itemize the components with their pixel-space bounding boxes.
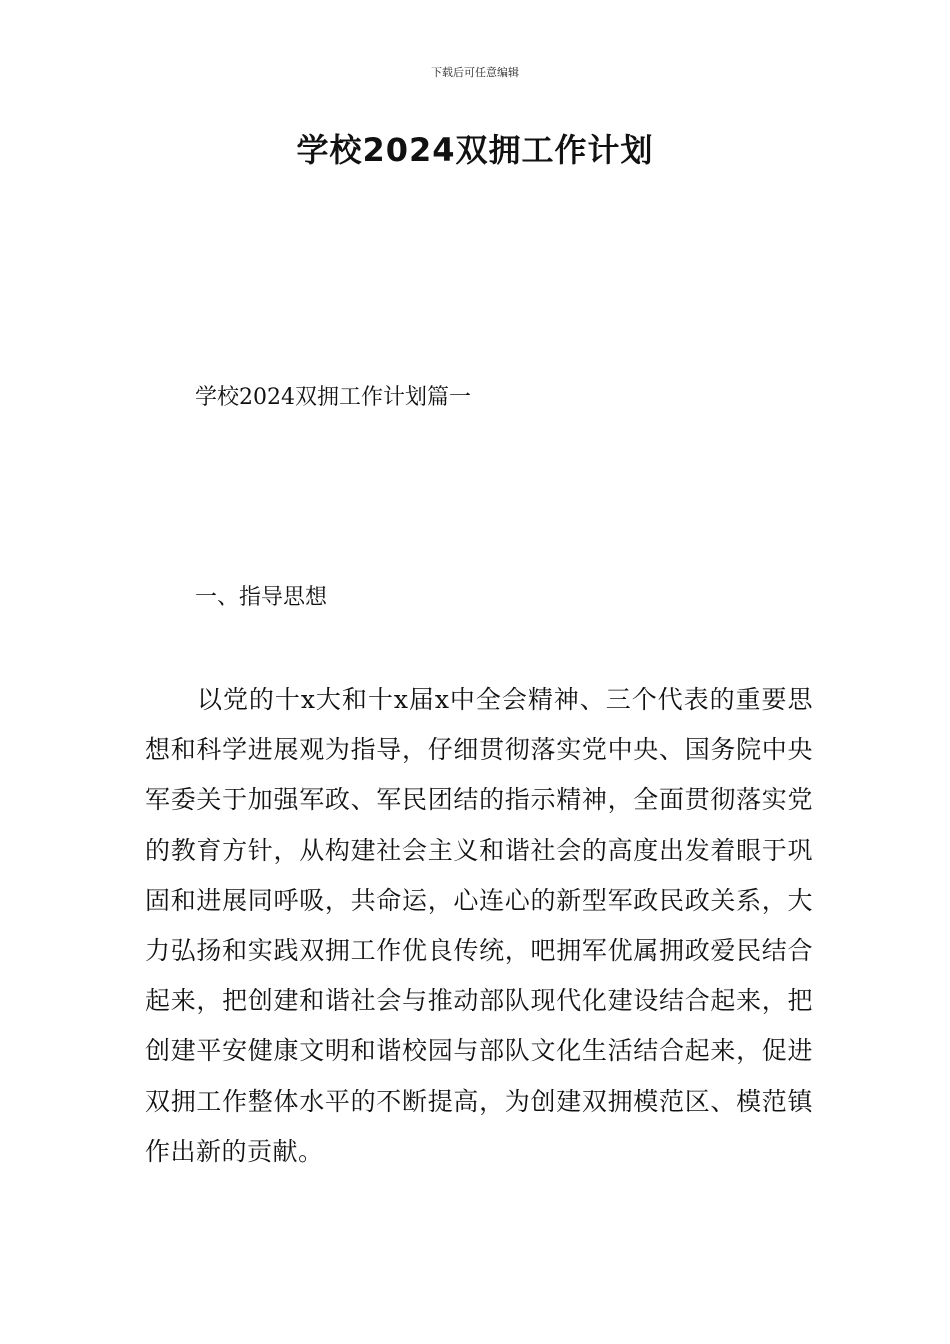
header-note: 下载后可任意编辑: [431, 66, 519, 79]
document-title: 学校2024双拥工作计划: [296, 131, 654, 169]
section-title: 学校2024双拥工作计划篇一: [195, 385, 471, 410]
body-paragraph: 以党的十x大和十x届x中全会精神、三个代表的重要思想和科学进展观为指导，仔细贯彻落实党中央、国务院中央军委关于加强军政、军民团结的指示精神，全面贯彻落实党的教育方针，从构建社会主义和谐社会的高度出发着眼于巩固和进展同呼吸，共命运，心连心的新型军政民政关系，大力弘扬和实践双拥工作优良传统，吧拥军优属拥政爱民结合起来，把创建和谐社会与推动部队现代化建设结合起来，把创建平安健康文明和谐校园与部队文化生活结合起来，促进双拥工作整体水平的不断提高，为创建双拥模范区、模范镇作出新的贡献。: [145, 685, 813, 1166]
heading-guiding-ideology: 一、指导思想: [195, 585, 328, 610]
